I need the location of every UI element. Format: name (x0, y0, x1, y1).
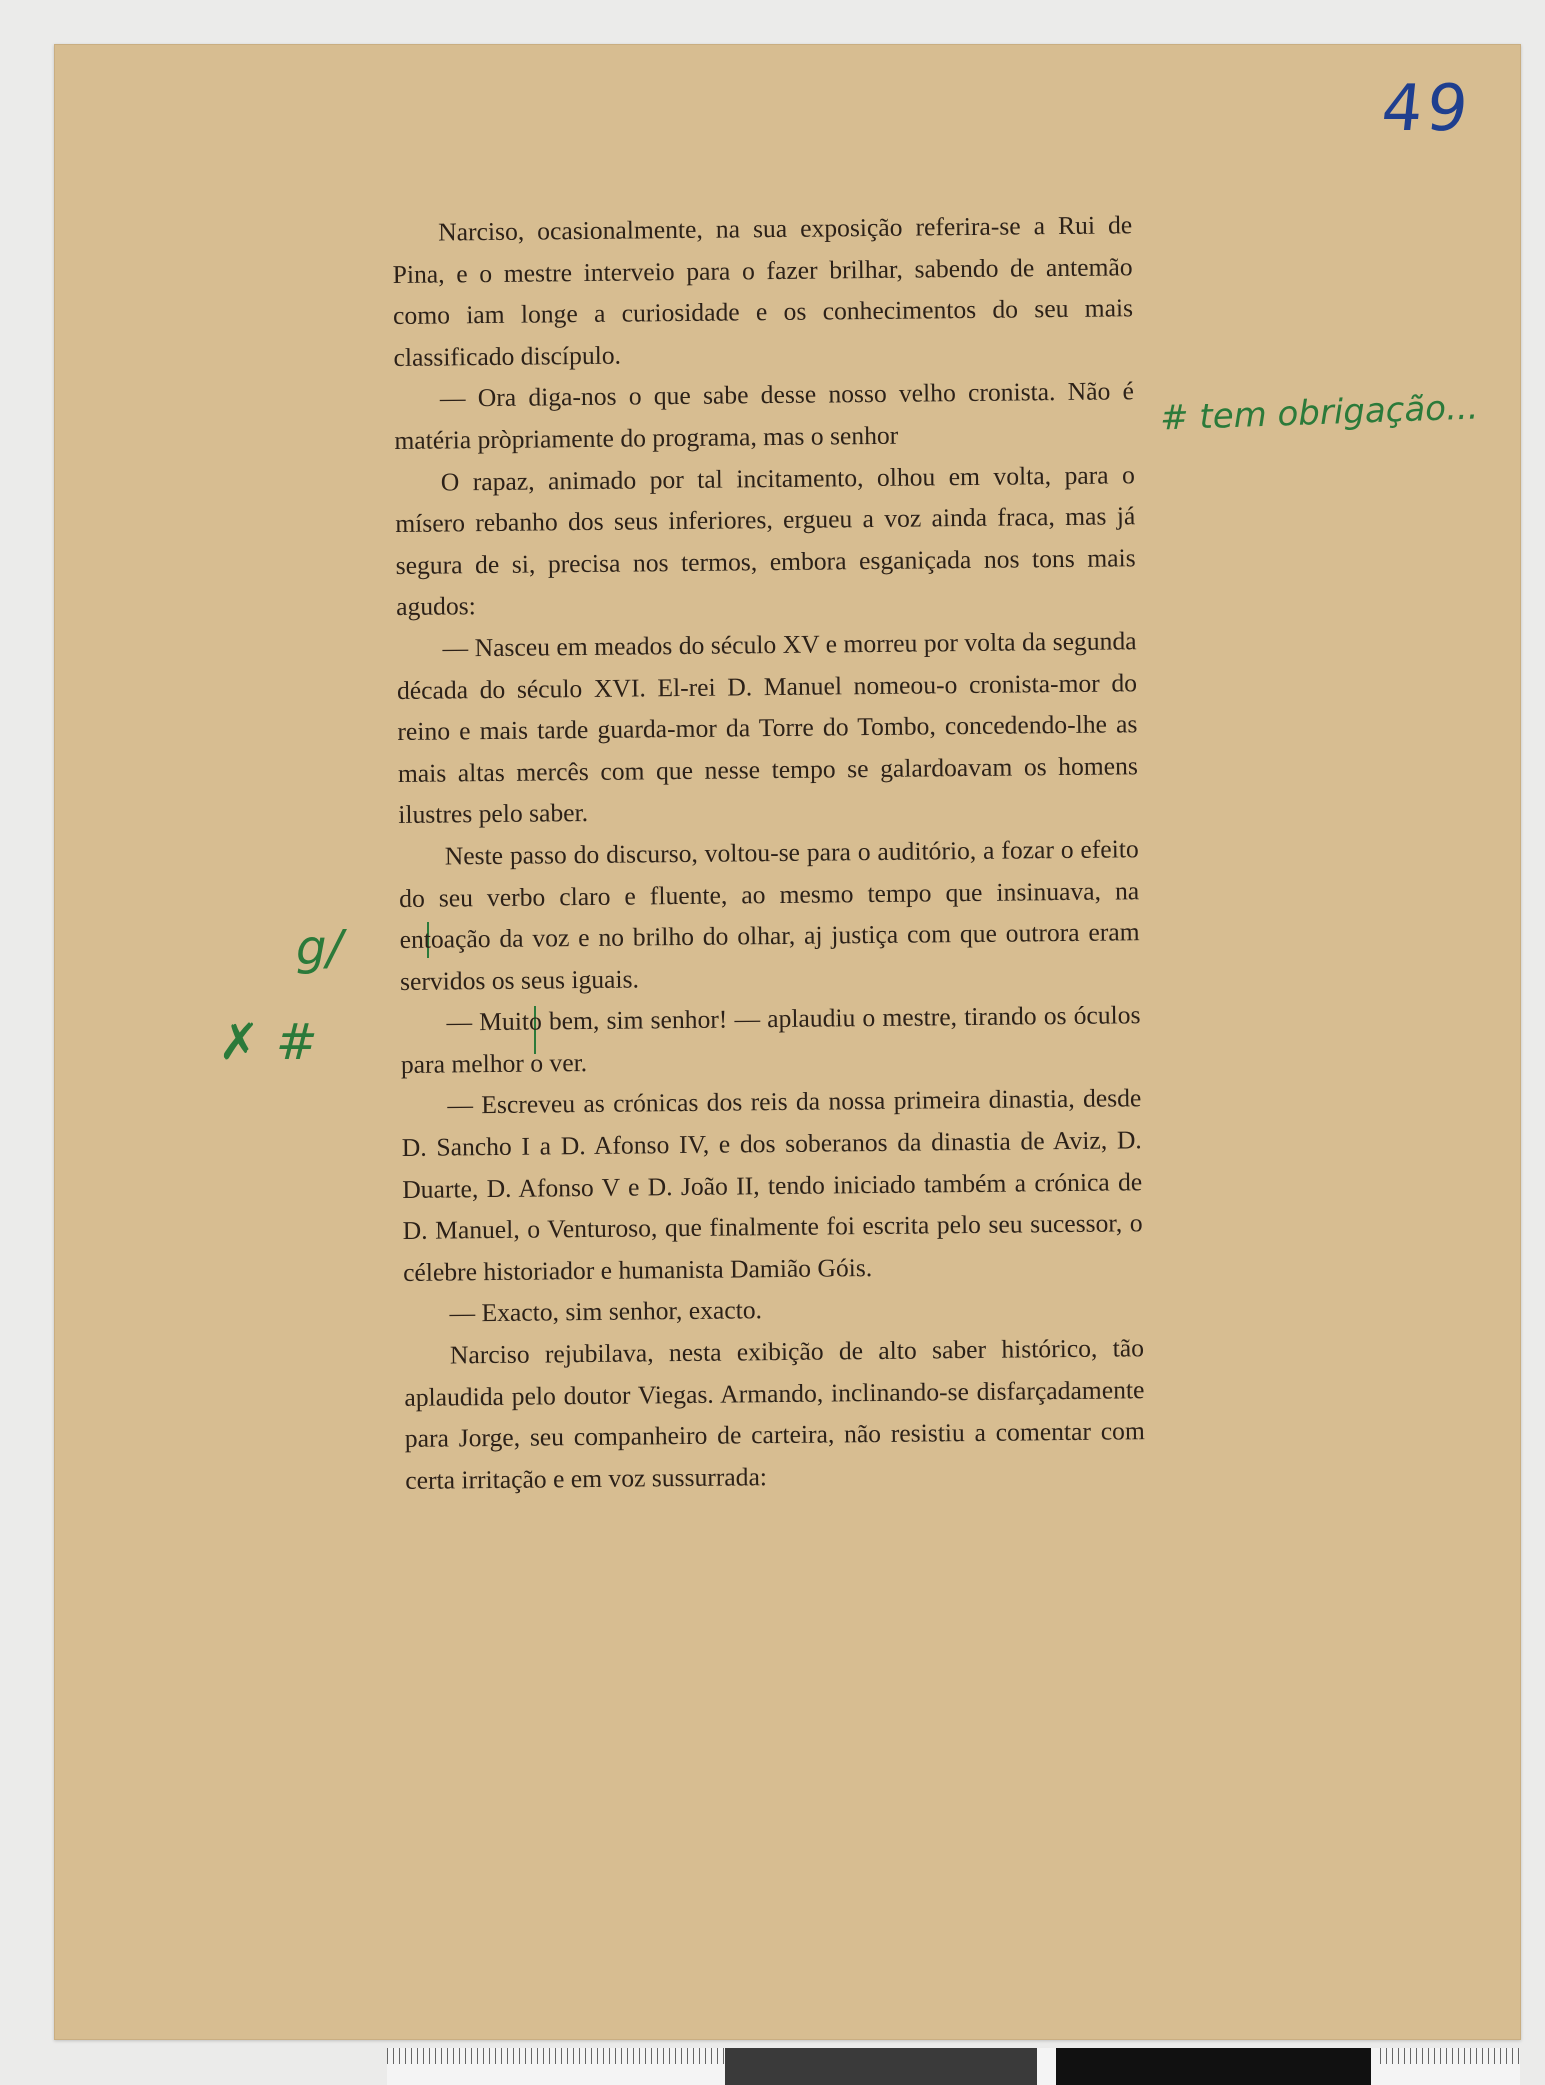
paragraph: Neste passo do discurso, voltou-se para o auditório, a fozar o efeito do seu verbo claro e fluente, ao mesmo tempo que insinuava, na entoação da voz e no brilho do olhar, aj justiça com que outrora eram servidos os seus iguais. (399, 834, 1140, 996)
paragraph: — Exacto, sim senhor, exacto. (449, 1295, 763, 1328)
page-number: 49 (1378, 72, 1476, 146)
paragraph: O rapaz, animado por tal incitamento, olhou em volta, para o mísero rebanho dos seus inferiores, ergueu a voz ainda fraca, mas já segura de si, precisa nos termos, embora esganiçada nos tons mais agudos: (395, 459, 1136, 622)
margin-annotation-left-upper: g/ (296, 920, 343, 976)
gray-scale-block (725, 2048, 1037, 2085)
scale-ruler (387, 2048, 1520, 2085)
body-text (392, 204, 1145, 1501)
paragraph: — Nasceu em meados do século XV e morreu por volta da segunda década do século XVI. El-rei D. Manuel nomeou-o cronista-mor do reino e mais tarde guarda-mor da Torre do Tombo, concedendo-lhe as mais altas mercês com que nesse tempo se galardoavam os homens ilustres pelo saber. (396, 626, 1138, 830)
ruler-ticks (1380, 2048, 1520, 2064)
paragraph: Narciso rejubilava, nesta exibição de alto saber histórico, tão aplaudida pelo doutor Viegas. Armando, inclinando-se disfarçadamente para Jorge, seu companheiro de carteira, não resistiu a comentar com certa irritação e em voz sussurrada: (404, 1333, 1145, 1495)
black-scale-block (1056, 2048, 1371, 2085)
paragraph: — Muito bem, sim senhor! — aplaudiu o mestre, tirando os óculos para melhor o ver. (400, 1000, 1141, 1079)
margin-annotation-right: # tem obrigação... (1159, 387, 1480, 439)
margin-annotation-left-lower: ✗ # (218, 1013, 318, 1071)
paragraph: — Escreveu as crónicas dos reis da nossa primeira dinastia, desde D. Sancho I a D. Afonso IV, e dos soberanos da dinastia de Aviz, D. Duarte, D. Afonso V e D. João II, tendo iniciado também a crónica de D. Manuel, o Venturoso, que finalmente foi escrita pelo seu sucessor, o célebre historiador e humanista Damião Góis. (401, 1083, 1143, 1287)
paragraph: Narciso, ocasionalmente, na sua exposição referira-se a Rui de Pina, e o mestre interveio para o fazer brilhar, sabendo de antemão como iam longe a curiosidade e os conhecimentos do seu mais classificado discípulo. (392, 210, 1134, 372)
paragraph: — Ora diga-nos o que sabe desse nosso velho cronista. Não é matéria pròpriamente do programa, mas o senhor (394, 376, 1135, 455)
ruler-ticks (387, 2048, 727, 2064)
